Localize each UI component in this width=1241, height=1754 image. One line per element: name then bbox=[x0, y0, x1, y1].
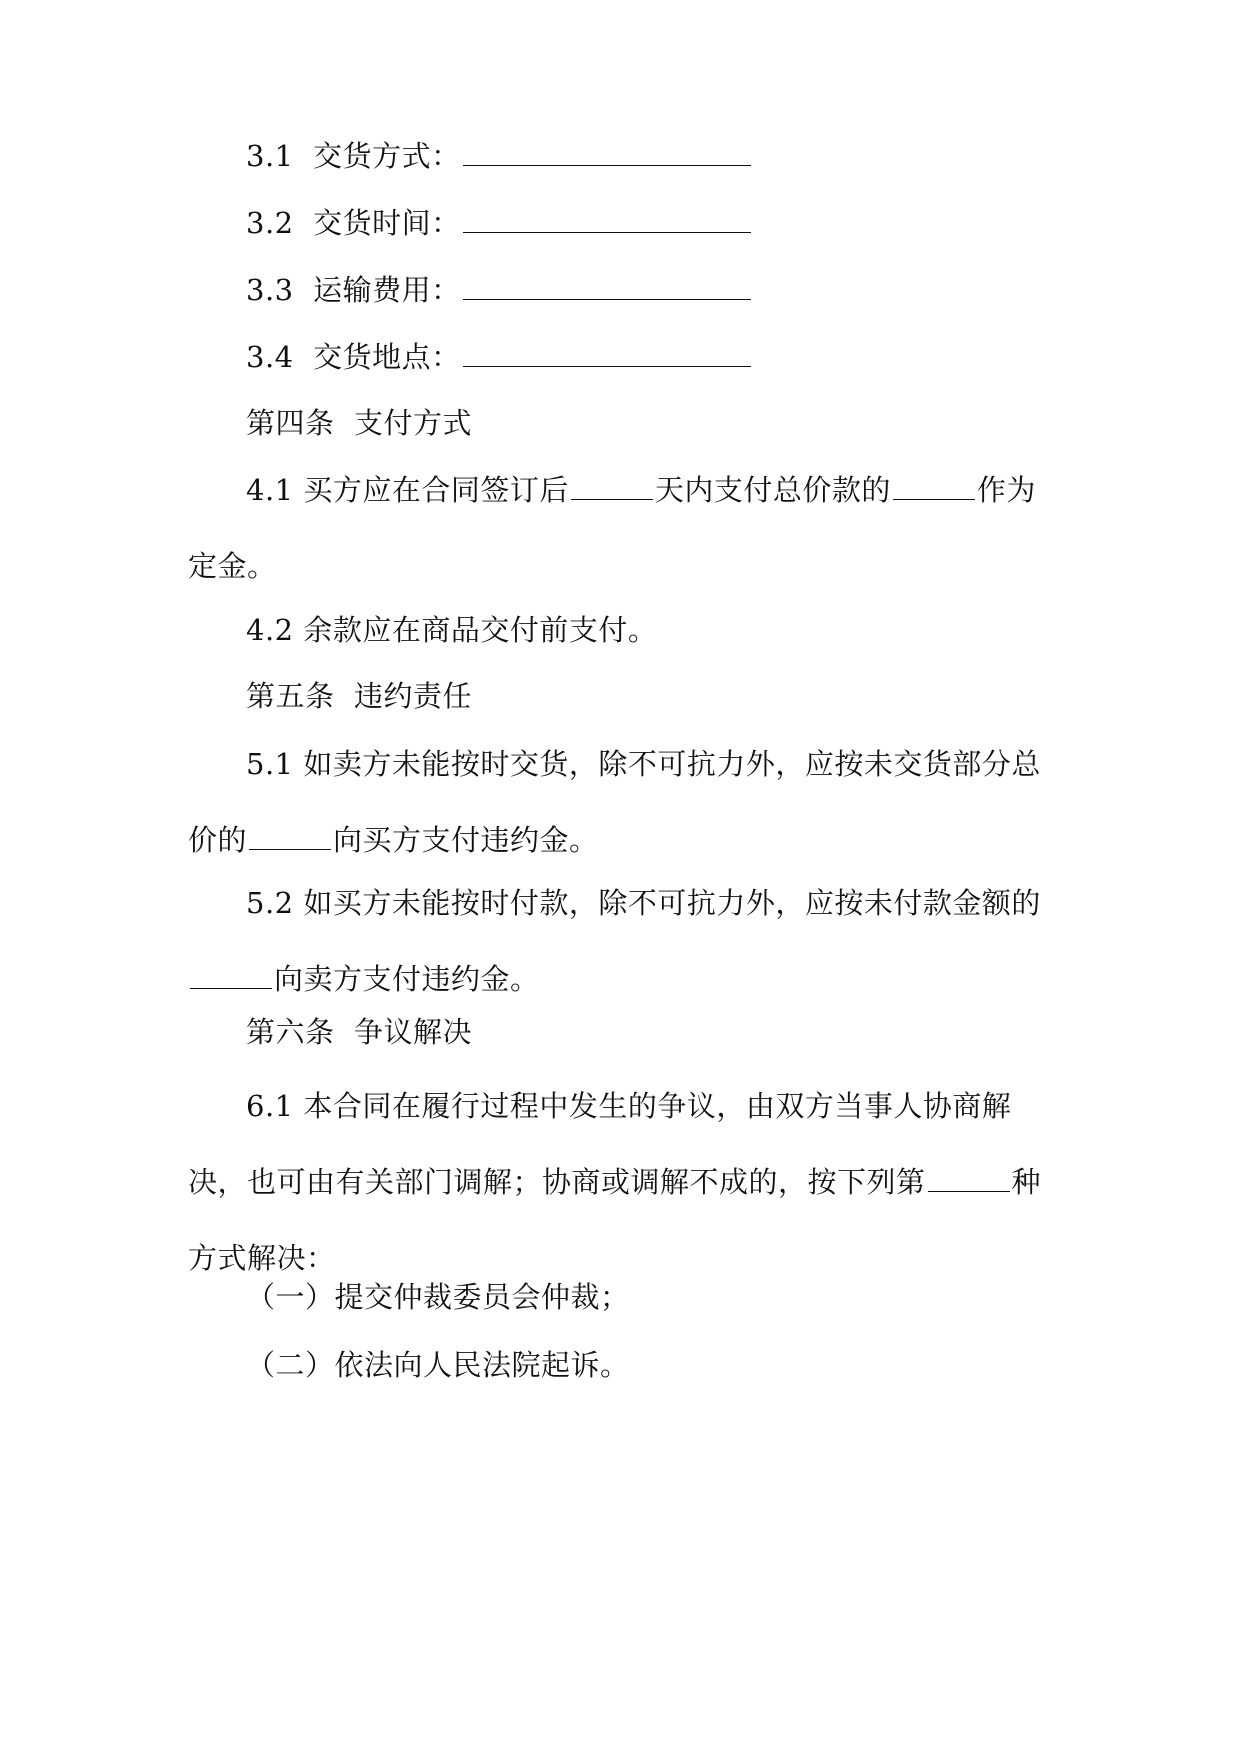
seller-penalty-blank[interactable] bbox=[249, 821, 331, 850]
heading-title: 争议解决 bbox=[353, 1015, 472, 1049]
heading-number: 第四条 bbox=[246, 406, 335, 440]
delivery-time-blank[interactable] bbox=[463, 204, 751, 233]
option-text: （二）依法向人民法院起诉。 bbox=[246, 1348, 630, 1382]
item-label: 交货地点： bbox=[313, 340, 461, 374]
article-five-heading bbox=[246, 676, 472, 716]
option-litigation bbox=[246, 1345, 630, 1385]
deposit-percent-blank[interactable] bbox=[893, 471, 975, 500]
item-number: 3.3 bbox=[246, 273, 294, 307]
clause-text: 5.1 如卖方未能按时交货，除不可抗力外，应按未交货部分总价的 bbox=[188, 747, 1041, 857]
clause-5-2 bbox=[188, 865, 1053, 1017]
item-label: 交货时间： bbox=[313, 206, 461, 240]
clause-text: 4.2 余款应在商品交付前支付。 bbox=[246, 613, 658, 647]
item-label: 运输费用： bbox=[313, 273, 461, 307]
dispute-method-blank[interactable] bbox=[928, 1163, 1010, 1192]
shipping-cost-blank[interactable] bbox=[463, 271, 751, 300]
clause-4-2 bbox=[188, 592, 1053, 668]
clause-text: 6.1 本合同在履行过程中发生的争议，由双方当事人协商解决，也可由有关部门调解；协商或调解不成的，按下列第 bbox=[188, 1089, 1012, 1199]
heading-title: 支付方式 bbox=[353, 406, 472, 440]
delivery-method-blank[interactable] bbox=[463, 137, 751, 166]
option-arbitration bbox=[246, 1277, 630, 1317]
delivery-method-line bbox=[246, 136, 753, 176]
delivery-time-line bbox=[246, 203, 753, 243]
item-number: 3.4 bbox=[246, 340, 294, 374]
heading-title: 违约责任 bbox=[353, 679, 472, 713]
clause-4-1 bbox=[188, 452, 1053, 604]
clause-5-1 bbox=[188, 726, 1053, 878]
clause-text: 作为定金。 bbox=[188, 473, 1036, 583]
clause-text: 5.2 如买方未能按时付款，除不可抗力外，应按未付款金额的 bbox=[246, 886, 1041, 920]
delivery-place-blank[interactable] bbox=[463, 338, 751, 367]
buyer-penalty-blank[interactable] bbox=[190, 960, 272, 989]
heading-number: 第六条 bbox=[246, 1015, 335, 1049]
clause-text: 4.1 买方应在合同签订后 bbox=[246, 473, 569, 507]
clause-6-1 bbox=[188, 1068, 1053, 1296]
article-four-heading bbox=[246, 403, 472, 443]
option-text: （一）提交仲裁委员会仲裁； bbox=[246, 1280, 630, 1314]
item-number: 3.1 bbox=[246, 139, 294, 173]
item-number: 3.2 bbox=[246, 206, 294, 240]
heading-number: 第五条 bbox=[246, 679, 335, 713]
clause-text: 向卖方支付违约金。 bbox=[274, 962, 540, 996]
shipping-cost-line bbox=[246, 270, 753, 310]
clause-text: 向买方支付违约金。 bbox=[333, 823, 599, 857]
delivery-place-line bbox=[246, 337, 753, 377]
deposit-days-blank[interactable] bbox=[571, 471, 653, 500]
article-six-heading bbox=[246, 1012, 472, 1052]
clause-text: 种方式解决： bbox=[188, 1165, 1042, 1275]
item-label: 交货方式： bbox=[313, 139, 461, 173]
clause-text: 天内支付总价款的 bbox=[654, 473, 891, 507]
